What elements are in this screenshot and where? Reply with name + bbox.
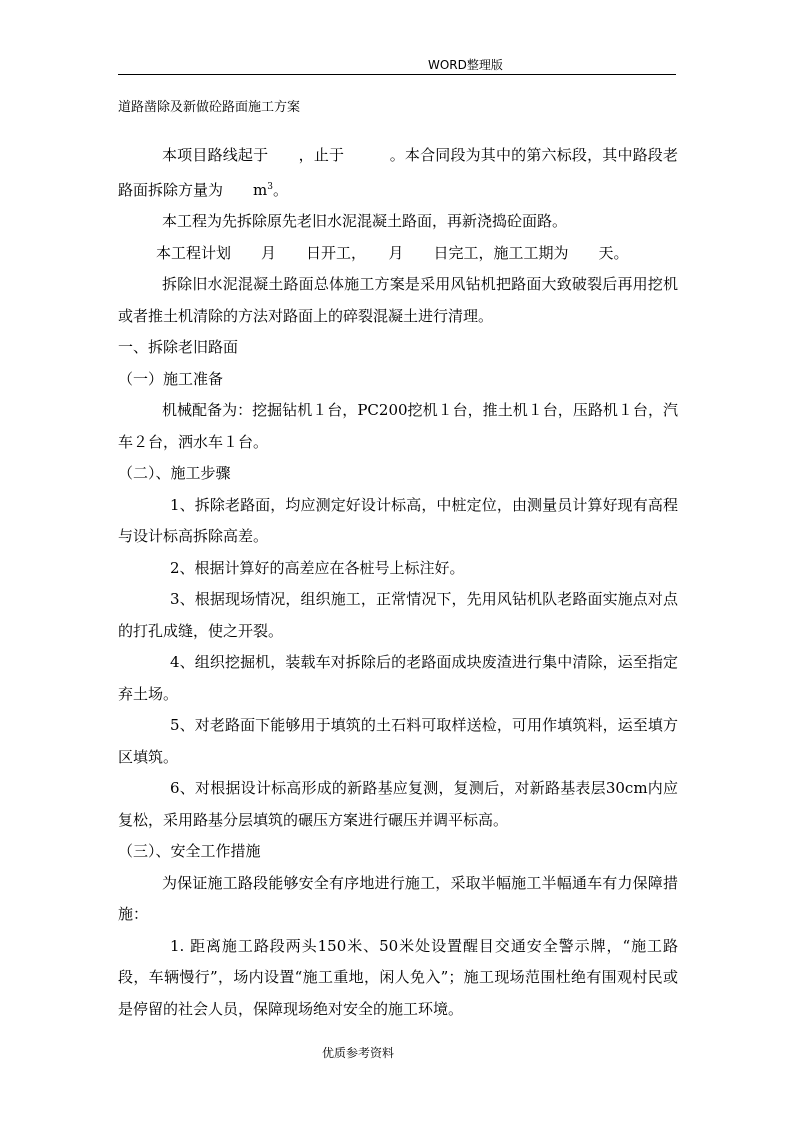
step-2: 2、根据计算好的高差应在各桩号上标注好。	[170, 558, 465, 577]
paragraph-equipment: 机械配备为：挖掘钻机１台，PC200挖机１台，推土机１台，压路机１台，汽车２台，洒水车１台。	[118, 401, 678, 451]
paragraph-safety-intro: 为保证施工路段能够安全有序地进行施工，采取半幅施工半幅通车有力保障措施：	[118, 873, 678, 923]
step-1: 1、拆除老路面，均应测定好设计标高，中桩定位，由测量员计算好现有高程与设计标高拆除高差。	[118, 495, 678, 545]
subsection-heading-prep: （一）施工准备	[118, 369, 224, 388]
page-header	[118, 52, 676, 75]
paragraph-route: 本项目路线起于 ，止于 。本合同段为其中的第六标段，其中路段老路面拆除方量为 $m^3$。	[118, 146, 678, 199]
paragraph-overview: 拆除旧水泥混凝土路面总体施工方案是采用风钻机把路面大致破裂后再用挖机或者推土机清除的方法对路面上的碎裂混凝土进行清理。	[118, 275, 678, 325]
subsection-heading-steps: （二）、施工步骤	[118, 464, 231, 482]
header-text: WORD整理版	[428, 58, 503, 72]
subsection-heading-safety: （三）、安全工作措施	[118, 842, 261, 860]
document-body	[118, 140, 678, 1025]
paragraph-safety-1: 1. 距离施工路段两头150米、50米处设置醒目交通安全警示牌，“施工路段，车辆慢行”，场内设置“施工重地，闲人免入”；施工现场范围杜绝有围观村民或是停留的社会人员，保障现场绝对安全的施工环境。	[118, 936, 678, 1018]
document-title: 道路凿除及新做砼路面施工方案	[118, 100, 301, 115]
page-footer: 优质参考资料	[322, 1046, 395, 1060]
step-4: 4、组织挖掘机，装载车对拆除后的老路面成块废渣进行集中清除，运至指定弃土场。	[118, 653, 678, 703]
section-heading-1: 一、拆除老旧路面	[118, 338, 239, 356]
step-5: 5、对老路面下能够用于填筑的土石料可取样送检，可用作填筑料，运至填方区填筑。	[118, 716, 678, 766]
step-3: 3、根据现场情况，组织施工，正常情况下，先用风钻机队老路面实施点对点的打孔成缝，使之开裂。	[118, 590, 678, 640]
paragraph-schedule: 本工程计划 月 日开工， 月 日完工，施工工期为 天。	[156, 243, 629, 262]
step-6: 6、对根据设计标高形成的新路基应复测，复测后，对新路基表层30cm内应复松，采用路基分层填筑的碾压方案进行碾压并调平标高。	[118, 779, 678, 829]
paragraph-scope: 本工程为先拆除原先老旧水泥混凝土路面，再新浇捣砼面路。	[162, 212, 568, 230]
